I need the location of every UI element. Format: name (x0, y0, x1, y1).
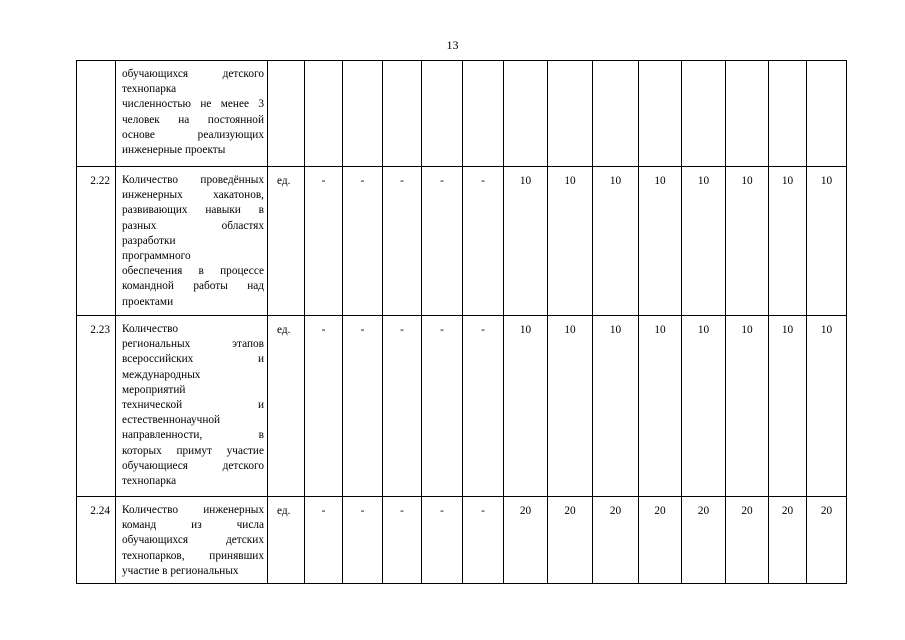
indicator-description-cell (116, 316, 268, 497)
indicator-description-cell (116, 497, 268, 584)
value-cell: 10 (807, 316, 847, 497)
value-cell: - (383, 497, 422, 584)
description-line: естественнонаучной (122, 414, 221, 427)
value-cell (383, 61, 422, 167)
value-cell: 10 (682, 167, 726, 316)
description-line: Количество (122, 323, 178, 335)
value-cell: - (383, 316, 422, 497)
description-line: обеспечения в процессе (122, 265, 264, 278)
value-cell (639, 61, 682, 167)
value-cell: - (463, 316, 504, 497)
value-cell: 20 (639, 497, 682, 584)
description-line: проектами (122, 295, 174, 308)
value-cell (504, 61, 548, 167)
value-cell: - (422, 167, 463, 316)
description-line: обучающихся детского (122, 68, 264, 80)
page-number: 13 (446, 38, 459, 52)
value-cell (422, 61, 463, 167)
description-line: участие в региональных (122, 564, 239, 577)
value-cell: 10 (548, 167, 593, 316)
indicator-description-cell (116, 167, 268, 316)
value-cell: 10 (504, 316, 548, 497)
table-row (77, 167, 847, 316)
table-row (77, 61, 847, 167)
description-line: технопарков, принявших (122, 549, 264, 562)
description-line: человек на постоянной (122, 113, 264, 126)
value-cell: 10 (548, 316, 593, 497)
row-number-cell: 2.24 (77, 497, 116, 584)
value-cell: - (305, 497, 343, 584)
value-cell: - (305, 167, 343, 316)
description-line: разных областях (122, 219, 264, 232)
description-line: мероприятий (122, 383, 186, 396)
value-cell: 20 (504, 497, 548, 584)
unit-cell: ед. (268, 497, 305, 584)
value-cell: 10 (682, 316, 726, 497)
value-cell (726, 61, 769, 167)
value-cell: 10 (769, 316, 807, 497)
value-cell: - (463, 167, 504, 316)
unit-cell: ед. (268, 167, 305, 316)
indicators-table (76, 60, 847, 584)
value-cell (807, 61, 847, 167)
value-cell: 20 (807, 497, 847, 584)
value-cell: 10 (726, 316, 769, 497)
value-cell: 10 (807, 167, 847, 316)
description-line: технопарка (122, 83, 177, 96)
description-line: основе реализующих (122, 128, 264, 141)
row-number-cell: 2.22 (77, 167, 116, 316)
table-row (77, 497, 847, 584)
row-number-cell: 2.23 (77, 316, 116, 497)
description-line: разработки (122, 234, 176, 247)
table-row (77, 316, 847, 497)
value-cell: 10 (593, 316, 639, 497)
unit-cell (268, 61, 305, 167)
description-line: командной работы над (122, 280, 264, 293)
indicator-description-cell (116, 61, 268, 167)
value-cell (769, 61, 807, 167)
value-cell: - (383, 167, 422, 316)
description-line: всероссийских и (122, 353, 264, 366)
value-cell: 10 (639, 167, 682, 316)
description-line: региональных этапов (122, 338, 264, 351)
value-cell (305, 61, 343, 167)
value-cell: 20 (593, 497, 639, 584)
description-line: технопарка (122, 475, 177, 488)
value-cell: 20 (769, 497, 807, 584)
value-cell: 20 (682, 497, 726, 584)
value-cell: - (422, 316, 463, 497)
value-cell (343, 61, 383, 167)
description-line: инженерные проекты (122, 144, 226, 157)
description-line: инженерных хакатонов, (122, 189, 264, 202)
description-line: команд из числа (122, 519, 264, 532)
description-line: численностью не менее 3 (122, 98, 264, 111)
description-line: обучающихся детских (122, 534, 264, 547)
row-number-cell (77, 61, 116, 167)
unit-cell: ед. (268, 316, 305, 497)
value-cell: - (305, 316, 343, 497)
value-cell (593, 61, 639, 167)
value-cell: 10 (504, 167, 548, 316)
value-cell: - (343, 316, 383, 497)
value-cell (548, 61, 593, 167)
value-cell: - (463, 497, 504, 584)
description-line: направленности, в (122, 429, 264, 442)
value-cell: 10 (639, 316, 682, 497)
value-cell: 10 (726, 167, 769, 316)
description-line: Количество инженерных (122, 504, 264, 516)
description-line: международных (122, 368, 201, 381)
value-cell (463, 61, 504, 167)
description-line: технической и (122, 399, 264, 412)
description-line: развивающих навыки в (122, 204, 264, 217)
value-cell: 10 (593, 167, 639, 316)
value-cell: - (422, 497, 463, 584)
value-cell: 10 (769, 167, 807, 316)
description-line: обучающиеся детского (122, 459, 264, 472)
description-line: программного (122, 250, 191, 263)
value-cell (682, 61, 726, 167)
description-line: Количество проведённых (122, 174, 264, 186)
value-cell: - (343, 497, 383, 584)
description-line: которых примут участие (122, 444, 264, 457)
value-cell: 20 (548, 497, 593, 584)
value-cell: 20 (726, 497, 769, 584)
value-cell: - (343, 167, 383, 316)
